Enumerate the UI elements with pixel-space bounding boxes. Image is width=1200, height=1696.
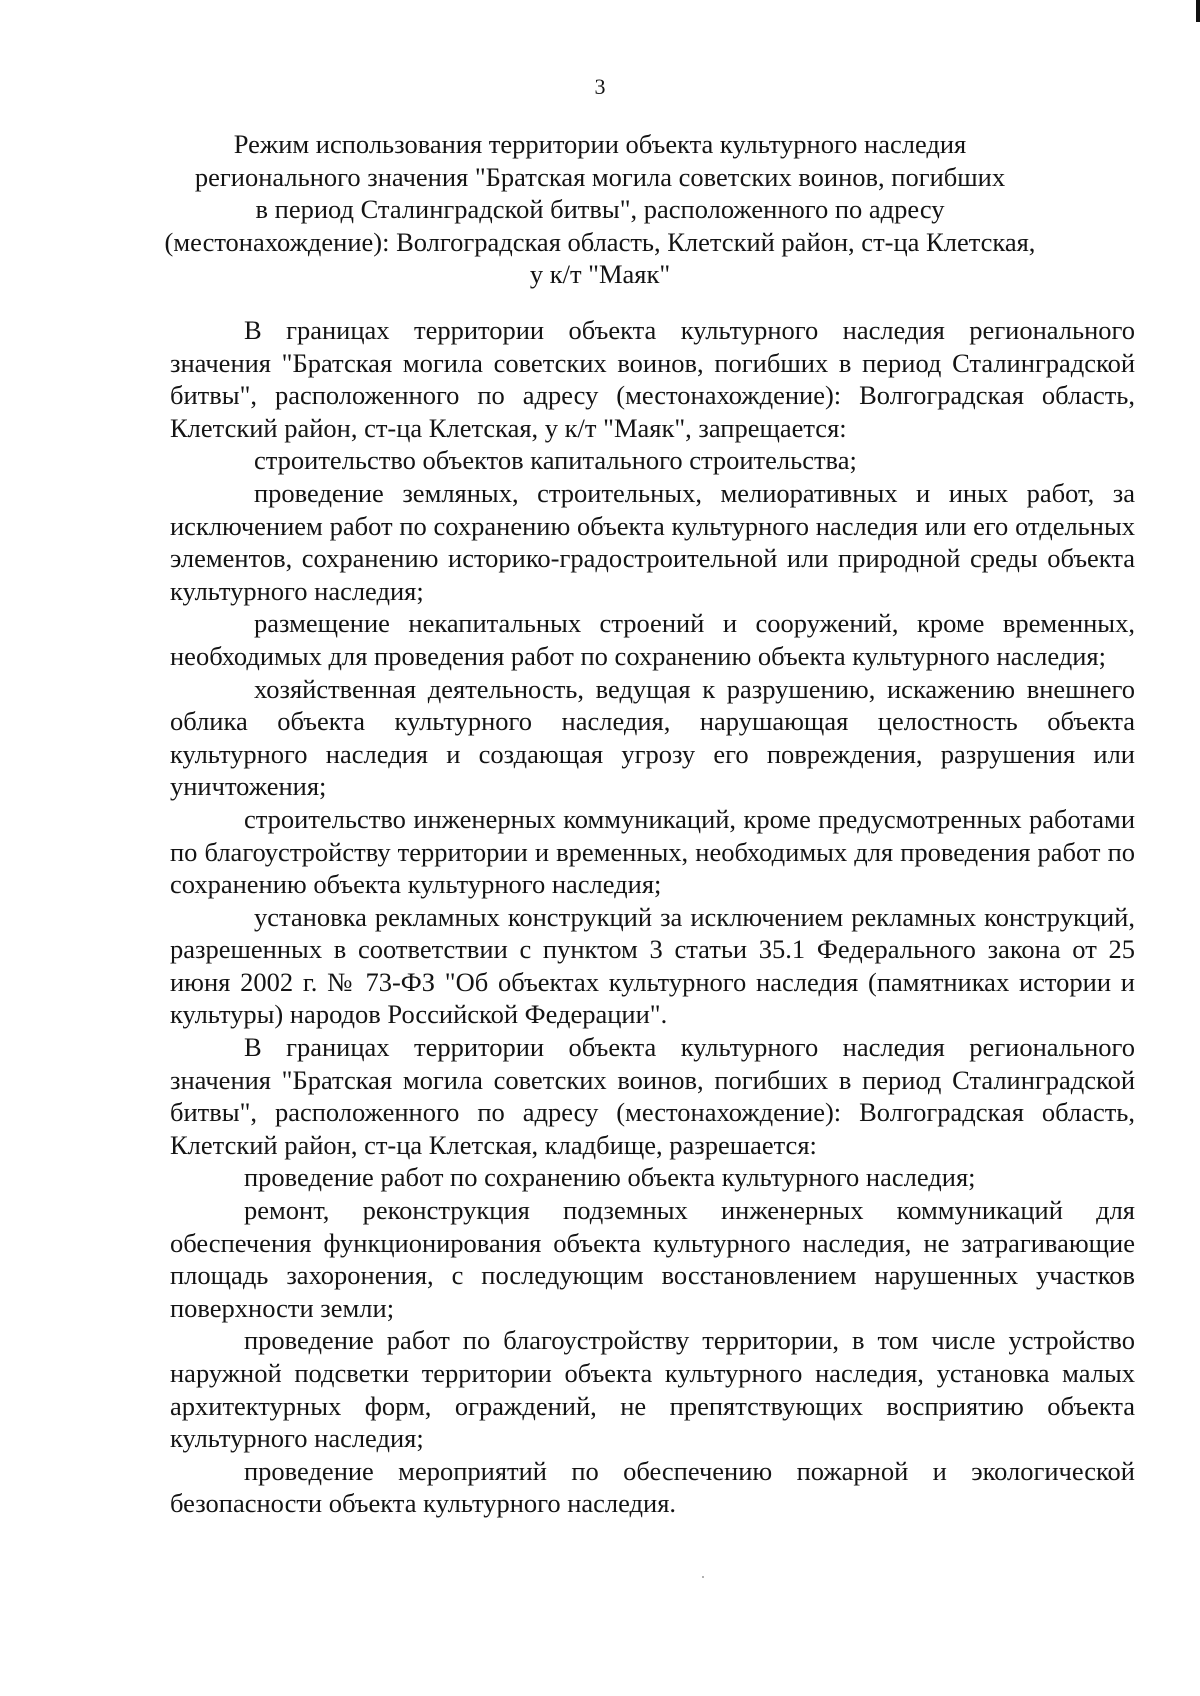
list-item-prohibited: проведение земляных, строительных, мелиоративных и иных работ, за исключением работ по сохранению объекта культурного наследия или его отдельных элементов, сохранению историко-градостроительной или природной среды объекта культурного наследия; [170, 477, 1135, 606]
title-line: (местонахождение): Волгоградская область, Клетский район, ст-ца Клетская, [164, 226, 1036, 257]
list-item-permitted: проведение работ по благоустройству территории, в том числе устройство наружной подсветки территории объекта культурного наследия, установка малых архитектурных форм, ограждений, не препятствующих восприятию объекта культурного наследия; [170, 1325, 1135, 1454]
list-item-prohibited: строительство инженерных коммуникаций, кроме предусмотренных работами по благоустройству территории и временных, необходимых для проведения работ по сохранению объекта культурного наследия; [170, 803, 1135, 900]
page-number: 3 [594, 74, 606, 99]
list-item-permitted: проведение мероприятий по обеспечению пожарной и экологической безопасности объекта культурного наследия. [170, 1455, 1135, 1519]
scan-speck [702, 1576, 704, 1578]
title-line: Режим использования территории объекта культурного наследия [233, 129, 967, 159]
paragraph-permitted-intro: В границах территории объекта культурного наследия регионального значения "Братская могила советских воинов, погибших в период Сталинградской битвы", расположенного по адресу (местонахождение): Волгоградская область, Клетский район, ст-ца Клетская, кладбище, разрешается: [170, 1032, 1135, 1160]
list-item-prohibited: установка рекламных конструкций за исключением рекламных конструкций, разрешенных в соответствии с пунктом 3 статьи 35.1 Федерального закона от 25 июня 2002 г. № 73-ФЗ "Об объектах культурного наследия (памятниках истории и культуры) народов Российской Федерации". [170, 901, 1135, 1030]
title-line: в период Сталинградской битвы", расположенного по адресу [255, 194, 945, 224]
title-line: регионального значения "Братская могила советских воинов, погибших [194, 161, 1006, 192]
scan-edge-mark [1196, 0, 1200, 22]
list-item-permitted: ремонт, реконструкция подземных инженерных коммуникаций для обеспечения функционирования объекта культурного наследия, не затрагивающие площадь захоронения, с последующим восстановлением нарушенных участков поверхности земли; [170, 1195, 1135, 1323]
list-item-prohibited: хозяйственная деятельность, ведущая к разрушению, искажению внешнего облика объекта культурного наследия, нарушающая целостность объекта культурного наследия и создающая угрозу его повреждения, разрушения или уничтожения; [170, 673, 1135, 802]
list-item-permitted: проведение работ по сохранению объекта культурного наследия; [244, 1162, 976, 1193]
document-body [170, 314, 1135, 1520]
paragraph-prohibited-intro: В границах территории объекта культурного наследия регионального значения "Братская могила советских воинов, погибших в период Сталинградской битвы", расположенного по адресу (местонахождение): Волгоградская область, Клетский район, ст-ца Клетская, у к/т "Маяк", запрещается: [170, 315, 1135, 443]
title-line: у к/т "Маяк" [529, 259, 671, 289]
list-item-prohibited: строительство объектов капитального строительства; [254, 445, 857, 476]
document-title [150, 128, 1050, 291]
list-item-prohibited: размещение некапитальных строений и сооружений, кроме временных, необходимых для проведения работ по сохранению объекта культурного наследия; [170, 608, 1135, 671]
